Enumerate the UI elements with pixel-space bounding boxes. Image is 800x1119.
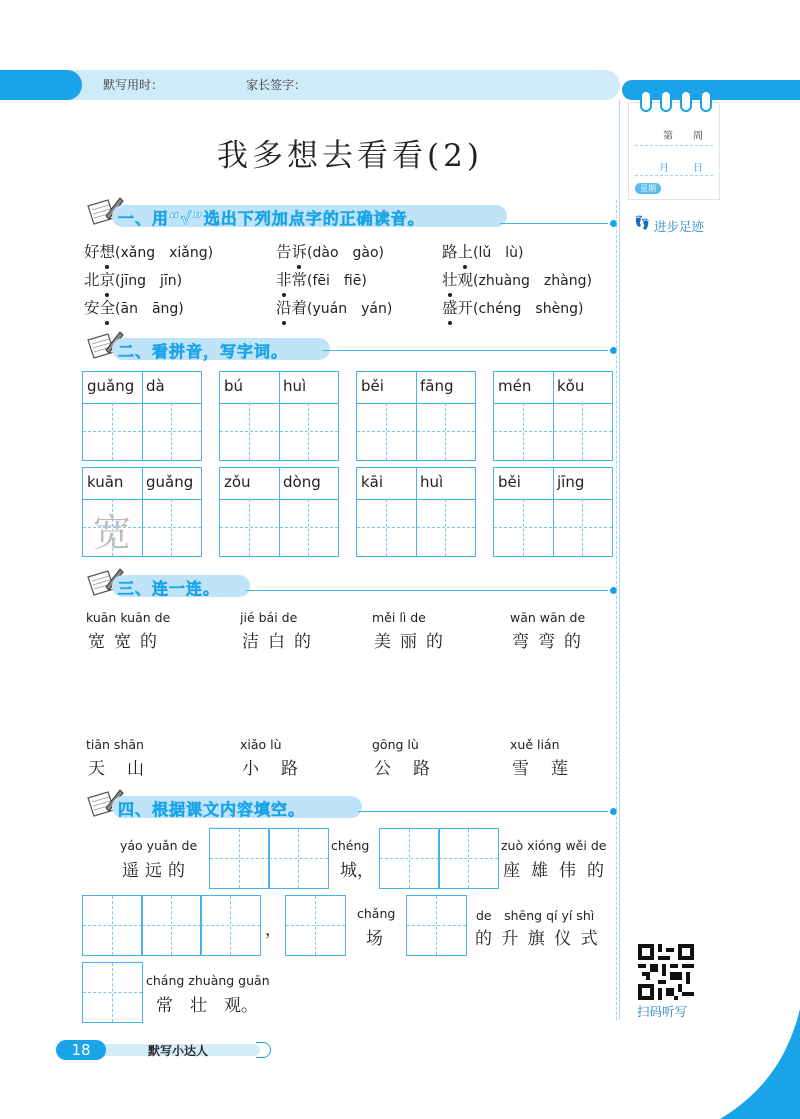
pinyin-options[interactable]: (yuán yán) [307,301,393,317]
answer-cell[interactable] [285,895,346,956]
box-divider [553,468,554,556]
reading-item [442,296,583,318]
pinyin-label: gōng lù [372,737,419,752]
reading-item [84,268,182,290]
reading-item [442,268,592,290]
guide-line [523,403,524,460]
word-pre: 安 [84,299,100,317]
pinyin-b: kǒu [557,377,585,395]
month-label: 月 [659,163,669,174]
page-title: 我多想去看看(2) [217,138,483,174]
week-right-label: 周 [693,131,703,142]
section-2-line [322,350,608,351]
pinyin-label: tiān shān [86,737,144,752]
box-divider [279,468,280,556]
word-post: 常 [291,271,308,289]
box-divider [142,468,143,556]
answer-cell[interactable] [379,828,440,889]
section-1-heading: 一、用“√”选出下列加点字的正确读音。 [118,209,425,228]
pinyin-options[interactable]: (zhuàng zhàng) [473,273,592,289]
pinyin-options[interactable]: (jīng jīn) [115,273,183,289]
reading-item [84,240,213,262]
pinyin-options[interactable]: (lǔ lù) [473,245,524,261]
dotted-char: 京 [100,268,116,290]
guide-line [468,829,469,888]
pinyin-a: mén [498,377,532,395]
answer-cell[interactable] [82,895,143,956]
pinyin-b: guǎng [146,473,194,491]
box-divider [553,372,554,460]
pinyin-b: huì [420,473,444,491]
guide-line [230,896,231,955]
hanzi-text: 常 壮 观。 [156,996,258,1016]
pinyin-label: xiǎo lù [240,737,282,752]
dotted-char: 非 [276,268,292,290]
guide-line [298,829,299,888]
match-word[interactable]: 洁白的 [242,632,320,652]
pinyin-label: cháng zhuàng guān [146,973,270,988]
pinyin-b: fāng [420,377,454,395]
guide-line [582,403,583,460]
pinyin-a: guǎng [87,377,135,395]
qr-label: 扫码听写 [637,1004,688,1019]
guide-line [494,527,612,528]
guide-line [249,499,250,556]
guide-line [357,527,475,528]
guide-line [112,896,113,955]
hanzi-text: 城， [340,861,374,881]
dotted-char: 诉 [292,240,308,262]
reading-item [442,240,523,262]
qr-code-icon[interactable] [638,944,694,1000]
guide-line [494,431,612,432]
section-4-heading: 四、根据课文内容填空。 [118,800,306,819]
day-label: 日 [693,163,703,174]
pinyin-label: zuò xióng wěi de [501,838,607,853]
pinyin-options[interactable]: (chéng shèng) [473,301,584,317]
pinyin-label: kuān kuān de [86,610,171,625]
word-pre: 好 [84,243,100,261]
pinyin-a: kāi [361,473,384,491]
match-word[interactable]: 小路 [242,759,320,779]
writing-box[interactable] [356,467,476,557]
guide-line [409,829,410,888]
hanzi-text: 场 [366,929,383,949]
dashed-margin [616,200,617,1020]
header-bar [0,70,620,100]
word-post: 着 [291,299,308,317]
pinyin-label: chéng [331,838,370,853]
pinyin-a: bú [224,377,244,395]
box-divider [142,372,143,460]
answer-cell[interactable] [406,895,467,956]
guide-line [171,403,172,460]
answer-cell[interactable] [438,828,499,889]
answer-cell[interactable] [268,828,329,889]
pinyin-label: chǎng [357,906,396,921]
guide-line [582,499,583,556]
margin-line [619,100,620,1020]
pinyin-options[interactable]: (fēi fiē) [307,273,367,289]
pinyin-a: běi [361,377,384,395]
sample-char: 宽 [93,511,132,555]
footer-curl [256,1042,271,1058]
hanzi-text: 遥远的 [122,861,191,881]
pinyin-label: měi lì de [372,610,426,625]
guide-line [112,403,113,460]
pinyin-b: dà [146,377,165,395]
writing-box[interactable] [82,371,202,461]
writing-box[interactable] [493,467,613,557]
answer-cell[interactable] [141,895,202,956]
guide-line [445,499,446,556]
answer-cell[interactable] [209,828,270,889]
guide-line [523,499,524,556]
weekday-badge: 星期 [635,183,661,194]
week-left-label: 第 [663,131,673,142]
word-post: 开 [457,299,474,317]
pinyin-label: yáo yuǎn de [120,838,198,853]
pinyin-a: kuān [87,473,124,491]
guide-line [315,896,316,955]
book-title: 默写小达人 [148,1044,209,1058]
guide-line [445,403,446,460]
pinyin-label: wān wān de [510,610,586,625]
match-word[interactable]: 弯弯的 [512,632,590,652]
box-divider [416,372,417,460]
section-3-heading: 三、连一连。 [118,579,221,598]
pinyin-label: de shēng qí yí shì [476,908,595,923]
reading-item [276,296,392,318]
answer-cell[interactable] [200,895,261,956]
punctuation: ， [265,920,282,940]
pinyin-a: běi [498,473,521,491]
footprints-icon: 👣 [634,216,651,231]
parent-signature-label: 家长签字： [246,78,307,92]
guide-line [220,527,338,528]
box-divider [279,372,280,460]
guide-line [386,499,387,556]
pinyin-options[interactable]: (dào gào) [307,245,385,261]
header-cap [0,70,82,100]
corner-wave [720,1009,800,1119]
writing-box[interactable] [82,467,202,557]
pinyin-label: jié bái de [240,610,298,625]
guide-line [386,403,387,460]
guide-line [220,431,338,432]
section-3-line [246,590,608,591]
word-post: 观 [457,271,474,289]
pinyin-a: zǒu [224,473,251,491]
match-word[interactable]: 公路 [374,759,452,779]
match-word[interactable]: 宽宽的 [88,632,166,652]
guide-line [171,499,172,556]
hanzi-text: 座雄伟的 [503,861,615,881]
pinyin-b: jīng [557,473,585,491]
dotted-char: 上 [458,240,474,262]
page-number: 18 [56,1040,106,1060]
writing-box[interactable] [493,371,613,461]
pinyin-options[interactable]: (xǎng xiǎng) [115,245,214,261]
section-1-line [500,223,608,224]
answer-cell[interactable] [82,962,143,1023]
reading-item [276,240,384,262]
guide-line [308,403,309,460]
writing-box[interactable] [219,371,339,461]
guide-line [357,431,475,432]
pinyin-options[interactable]: (ān āng) [115,301,184,317]
dotted-char: 全 [100,296,116,318]
word-pre: 告 [276,243,292,261]
pinyin-b: huì [283,377,307,395]
box-divider [416,468,417,556]
reading-item [276,268,367,290]
guide-line [436,896,437,955]
word-pre: 路 [442,243,458,261]
match-word[interactable]: 美丽的 [374,632,452,652]
dotted-char: 壮 [442,268,458,290]
calendar-divider [635,175,713,176]
guide-line [83,431,201,432]
guide-line [308,499,309,556]
word-pre: 北 [84,271,100,289]
progress-label: 进步足迹 [654,219,705,234]
guide-line [249,403,250,460]
writing-box[interactable] [356,371,476,461]
guide-line [171,896,172,955]
guide-line [112,963,113,1022]
dotted-char: 盛 [442,296,458,318]
match-word[interactable]: 天山 [88,759,166,779]
section-4-line [358,811,608,812]
dotted-char: 想 [100,240,116,262]
writing-box[interactable] [219,467,339,557]
pinyin-label: xuě lián [510,737,560,752]
time-label: 默写用时： [103,78,164,92]
section-2-heading: 二、看拼音，写字词。 [118,342,289,361]
guide-line [239,829,240,888]
dotted-char: 沿 [276,296,292,318]
hanzi-text: 的 升 旗 仪 式 [475,929,598,949]
reading-item [84,296,184,318]
pinyin-b: dòng [283,473,321,491]
match-word[interactable]: 雪莲 [512,759,590,779]
